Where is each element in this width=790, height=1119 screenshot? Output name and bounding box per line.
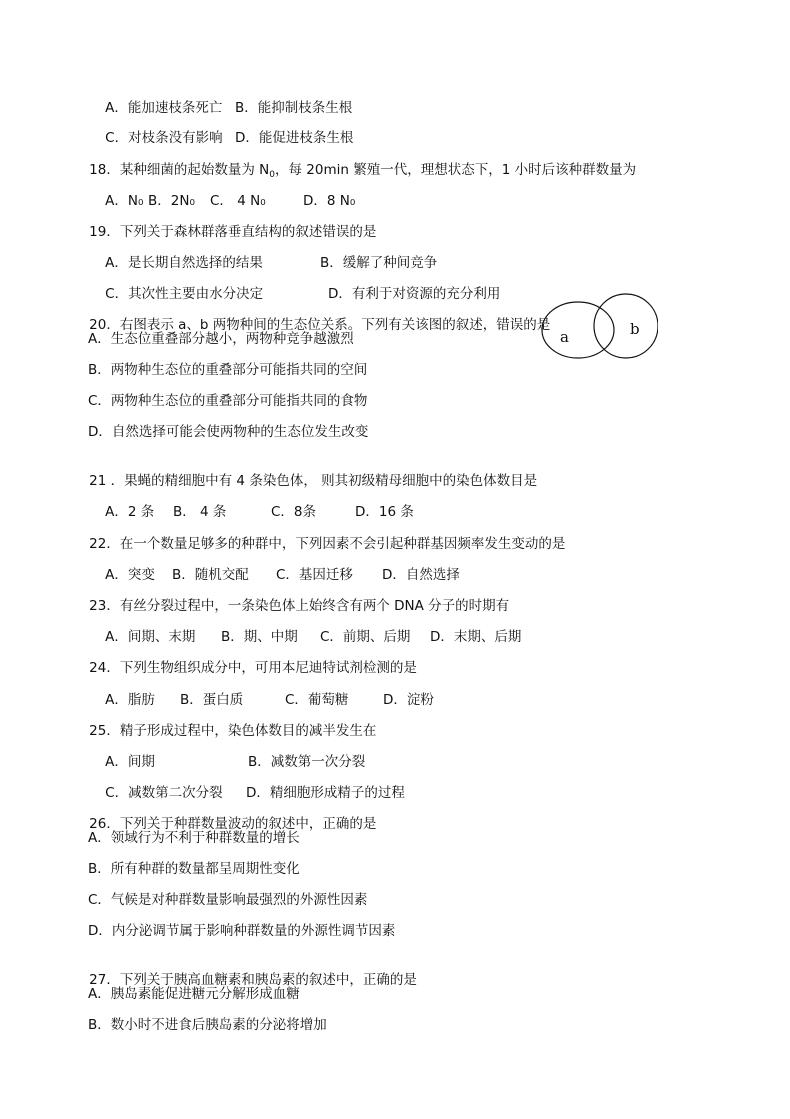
option-a: A．突变 bbox=[105, 567, 155, 583]
option-d bbox=[88, 423, 368, 441]
label-a: a bbox=[560, 328, 569, 346]
option-a: A．是长期自然选择的结果 bbox=[105, 255, 263, 271]
option-c: C．减数第二次分裂 bbox=[105, 785, 223, 801]
option-a: A．间期 bbox=[105, 754, 155, 770]
option-b: B． 4 条 bbox=[173, 504, 227, 520]
circle-a bbox=[542, 302, 614, 358]
option-d: D．8 N₀ bbox=[303, 193, 356, 209]
option-c: C．葡萄糖 bbox=[285, 692, 349, 708]
option-d: D．精细胞形成精子的过程 bbox=[246, 785, 405, 801]
option-line bbox=[88, 267, 501, 302]
option-text: B．两物种生态位的重叠部分可能指共同的空间 bbox=[88, 362, 368, 378]
option-text: B．所有种群的数量都呈周期性变化 bbox=[88, 861, 300, 877]
option-a bbox=[88, 985, 300, 1003]
option-c: C．其次性主要由水分决定 bbox=[105, 286, 264, 302]
option-line bbox=[88, 81, 353, 116]
question-text: 19．下列关于森林群落垂直结构的叙述错误的是 bbox=[89, 224, 377, 240]
option-d: D．能促进枝条生根 bbox=[235, 130, 354, 146]
option-line bbox=[88, 766, 405, 801]
option-line bbox=[88, 485, 414, 520]
question-text-cont: ，每 20min 繁殖一代，理想状态下，1 小时后该种群数量为 bbox=[274, 162, 637, 178]
option-text: C．两物种生态位的重叠部分可能指共同的食物 bbox=[88, 393, 368, 409]
question-27 bbox=[72, 953, 417, 988]
question-24 bbox=[72, 641, 417, 676]
question-text: 27．下列关于胰高血糖素和胰岛素的叙述中，正确的是 bbox=[89, 972, 417, 988]
niche-overlap-diagram bbox=[540, 292, 658, 364]
option-b bbox=[88, 860, 300, 878]
option-c: C．对枝条没有影响 bbox=[105, 130, 223, 146]
question-23 bbox=[72, 579, 510, 614]
option-d: D．自然选择 bbox=[382, 567, 460, 583]
option-line bbox=[88, 111, 354, 146]
option-line bbox=[88, 610, 522, 645]
option-b bbox=[88, 1016, 327, 1034]
option-line bbox=[88, 735, 366, 770]
option-d: D．有利于对资源的充分利用 bbox=[328, 286, 501, 302]
option-a bbox=[88, 829, 300, 847]
option-b bbox=[88, 361, 367, 379]
subscript: 0 bbox=[269, 170, 275, 180]
option-a: A．能加速枝条死亡 bbox=[105, 100, 223, 116]
question-text: 24．下列生物组织成分中，可用本尼迪特试剂检测的是 bbox=[89, 660, 417, 676]
option-b: B．期、中期 bbox=[221, 629, 298, 645]
option-c: C．8条 bbox=[271, 504, 317, 520]
option-text: A．领域行为不利于种群数量的增长 bbox=[88, 830, 300, 846]
question-26 bbox=[72, 797, 377, 832]
option-text: A．生态位重叠部分越小，两物种竞争越激烈 bbox=[88, 331, 354, 347]
question-21 bbox=[72, 454, 538, 489]
option-c: C．基因迁移 bbox=[276, 567, 353, 583]
circle-b bbox=[594, 294, 658, 358]
option-a bbox=[88, 330, 354, 348]
option-line bbox=[88, 548, 460, 583]
option-c bbox=[88, 392, 367, 410]
question-text: 26．下列关于种群数量波动的叙述中，正确的是 bbox=[89, 816, 377, 832]
option-text: A．胰岛素能促进糖元分解形成血糖 bbox=[88, 986, 300, 1002]
option-line bbox=[88, 236, 438, 271]
question-text: 23．有丝分裂过程中，一条染色体上始终含有两个 DNA 分子的时期有 bbox=[89, 598, 510, 614]
option-b: B．缓解了种间竞争 bbox=[320, 255, 438, 271]
option-c: C． 4 N₀ bbox=[210, 193, 266, 209]
question-20 bbox=[72, 298, 551, 333]
question-text: 22．在一个数量足够多的种群中，下列因素不会引起种群基因频率发生变动的是 bbox=[89, 536, 566, 552]
option-text: D．自然选择可能会使两物种的生态位发生改变 bbox=[88, 424, 369, 440]
option-b: B．随机交配 bbox=[172, 567, 249, 583]
option-c bbox=[88, 891, 367, 909]
option-b: B．减数第一次分裂 bbox=[248, 754, 366, 770]
question-25 bbox=[72, 704, 377, 739]
option-a: A．N₀ bbox=[105, 193, 144, 209]
question-text: 20．右图表示 a、b 两物种间的生态位关系。下列有关该图的叙述，错误的是 bbox=[89, 317, 551, 333]
question-text: 21 ．果蝇的精细胞中有 4 条染色体， 则其初级精母细胞中的染色体数目是 bbox=[89, 473, 538, 489]
option-text: B．数小时不进食后胰岛素的分泌将增加 bbox=[88, 1017, 327, 1033]
option-text: D．内分泌调节属于影响种群数量的外源性调节因素 bbox=[88, 923, 396, 939]
option-c: C．前期、后期 bbox=[320, 629, 411, 645]
option-d: D．末期、后期 bbox=[430, 629, 522, 645]
question-text: 25．精子形成过程中，染色体数目的减半发生在 bbox=[89, 723, 377, 739]
option-b: B．2N₀ bbox=[148, 193, 195, 209]
option-d bbox=[88, 922, 395, 940]
option-b: B．蛋白质 bbox=[180, 692, 244, 708]
option-b: B．能抑制枝条生根 bbox=[235, 100, 353, 116]
question-text: 18．某种细菌的起始数量为 N bbox=[89, 162, 270, 178]
option-a: A．间期、末期 bbox=[105, 629, 196, 645]
option-a: A．脂肪 bbox=[105, 692, 155, 708]
option-a: A．2 条 bbox=[105, 504, 155, 520]
option-line bbox=[88, 174, 356, 209]
option-d: D．16 条 bbox=[355, 504, 414, 520]
option-d: D．淀粉 bbox=[383, 692, 434, 708]
option-text: C．气候是对种群数量影响最强烈的外源性因素 bbox=[88, 892, 368, 908]
label-b: b bbox=[630, 320, 640, 338]
question-19 bbox=[72, 205, 377, 240]
question-18 bbox=[72, 143, 637, 180]
option-line bbox=[88, 673, 434, 708]
question-22 bbox=[72, 517, 566, 552]
